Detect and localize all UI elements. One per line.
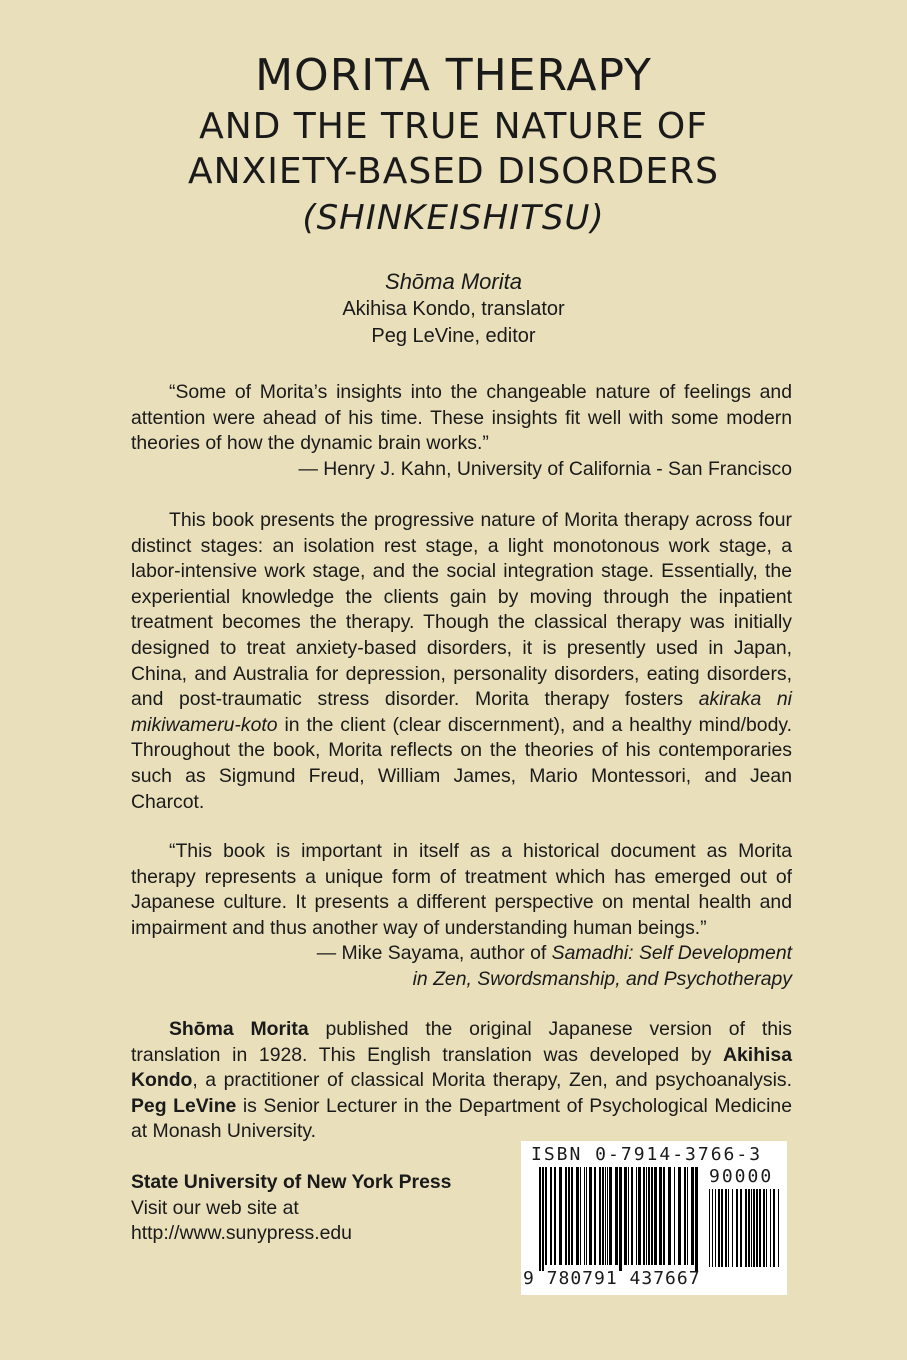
title-block	[0, 48, 907, 242]
credits	[0, 268, 907, 350]
description-part-1: This book presents the progressive nature of Morita therapy across four distinct stages: an isolation rest stage, a light monotonous work stage, a labor-intensive work stage, and the social integration stage. Essentially, the experiential knowledge the clients gain by moving through the inpatient treatment becomes the therapy. Though the classical therapy was initially designed to treat anxiety-based disorders, it is presently used in Japan, China, and Australia for depression, personality disorders, eating disorders, and post-traumatic stress disorder. Morita therapy fosters	[131, 509, 792, 711]
bio-name-kondo: Akihisa Kondo	[131, 1043, 792, 1092]
barcode-bar	[687, 1167, 688, 1265]
barcode-bar	[599, 1167, 601, 1265]
barcode-bar	[607, 1167, 608, 1265]
addon-bar	[712, 1189, 713, 1267]
book-subtitle-line-2: ANXIETY-BASED DISORDERS	[188, 151, 719, 192]
addon-bar	[721, 1189, 723, 1267]
quote-sayama-attribution	[131, 941, 792, 967]
description-part-2: in the client (clear discernment), and a healthy mind/body. Throughout the book, Morita reflects on the theories of his contemporaries such as Sigmund Freud, William James, Mario Montessori, and Jean Charcot.	[131, 713, 792, 813]
barcode-bar	[602, 1167, 604, 1265]
description-italic-term: akiraka ni mikiwameru-koto	[131, 688, 792, 736]
barcode-box	[521, 1141, 787, 1295]
translator-credit: Akihisa Kondo, translator	[342, 298, 565, 320]
author-bios	[131, 1017, 792, 1145]
addon-bar	[751, 1189, 752, 1267]
addon-bar	[759, 1189, 761, 1267]
quote-sayama-attribution-line-2	[131, 967, 792, 993]
barcode-bar	[663, 1167, 665, 1265]
addon-bar	[718, 1189, 720, 1267]
addon-bar	[763, 1189, 765, 1267]
ean-number: 9 780791 437667	[523, 1268, 701, 1289]
addon-bar	[740, 1189, 742, 1267]
barcode-bar	[559, 1167, 562, 1265]
book-description	[131, 508, 792, 815]
barcode-bar	[691, 1167, 694, 1265]
barcode-bar	[651, 1167, 653, 1265]
quote-sayama	[131, 839, 792, 993]
quote-sayama-book-title-1: Samadhi: Self Development	[551, 942, 792, 965]
publisher-info	[131, 1170, 451, 1247]
bio-text-2: , a practitioner of classical Morita therapy, Zen, and psychoanalysis.	[192, 1069, 792, 1092]
barcode-bar	[628, 1167, 629, 1265]
barcode-bar	[586, 1167, 587, 1265]
book-subtitle-line-1: AND THE TRUE NATURE OF	[199, 106, 708, 147]
book-subtitle-japanese: (SHINKEISHITSU)	[302, 198, 605, 238]
quote-kahn-text: “Some of Morita’s insights into the changeable nature of feelings and attention were ahead of his time. These insights fit well with some modern theories of how the dynamic brain works.”	[131, 381, 792, 455]
barcode-bar	[636, 1167, 637, 1265]
quote-sayama-book-title-2: in Zen, Swordsmanship, and Psychotherapy	[412, 967, 792, 990]
quote-kahn-attribution: — Henry J. Kahn, University of California - San Francisco	[298, 457, 792, 480]
barcode-bar	[619, 1167, 622, 1271]
barcode-bar	[594, 1167, 596, 1265]
addon-bar	[770, 1189, 771, 1267]
barcode-bar	[589, 1167, 592, 1265]
addon-bar	[732, 1189, 733, 1267]
price-code: 90000	[709, 1166, 774, 1187]
barcode-bar	[550, 1167, 552, 1265]
publisher-visit-text: Visit our web site at	[131, 1196, 299, 1219]
addon-bar	[756, 1189, 758, 1267]
barcode-bar	[565, 1167, 567, 1265]
addon-bar	[736, 1189, 738, 1267]
barcode-bar	[646, 1167, 647, 1265]
addon-bar	[753, 1189, 755, 1267]
barcode-bar	[678, 1167, 681, 1265]
barcode-bar	[668, 1167, 671, 1265]
addon-bar	[766, 1189, 767, 1267]
addon-bar	[745, 1189, 747, 1267]
barcode-bar	[542, 1167, 544, 1271]
addon-bar	[728, 1189, 729, 1267]
addon-bar	[748, 1189, 750, 1267]
publisher-url[interactable]: http://www.sunypress.edu	[131, 1222, 352, 1245]
addon-bar	[778, 1189, 779, 1267]
addon-bar	[773, 1189, 775, 1267]
bio-paragraph	[131, 1017, 792, 1145]
editor-credit: Peg LeVine, editor	[371, 325, 536, 347]
description-paragraph	[131, 508, 792, 815]
barcode-bar	[659, 1167, 662, 1265]
barcode-bar	[674, 1167, 675, 1265]
bio-name-morita: Shōma Morita	[169, 1018, 309, 1040]
barcode-bar	[624, 1167, 627, 1265]
barcode-bar	[568, 1167, 570, 1265]
barcode-bar	[684, 1167, 686, 1265]
barcode-bar	[584, 1167, 585, 1265]
barcode-bar	[654, 1167, 657, 1265]
barcode-bar	[631, 1167, 633, 1265]
addon-bar	[715, 1189, 716, 1267]
isbn-number: ISBN 0-7914-3766-3	[531, 1144, 763, 1165]
bio-name-levine: Peg LeVine	[131, 1094, 237, 1117]
barcode-bar	[615, 1167, 618, 1265]
quote-sayama-text: “This book is important in itself as a historical document as Morita therapy represents a unique form of treatment which has emerged out of Japanese culture. It presents a different perspective on mental health and impairment and thus another way of understanding human beings.”	[131, 840, 792, 939]
author-name: Shōma Morita	[385, 269, 522, 294]
barcode-bar	[571, 1167, 573, 1265]
addon-bar	[709, 1189, 710, 1267]
barcode-bar	[605, 1167, 606, 1265]
publisher-name: State University of New York Press	[131, 1171, 452, 1193]
barcode-bar	[695, 1167, 698, 1271]
addon-barcode-bars	[709, 1189, 779, 1267]
quote-kahn	[131, 380, 792, 482]
bio-text-3: is Senior Lecturer in the Department of Psychological Medicine at Monash University.	[131, 1094, 792, 1143]
barcode-bar	[576, 1167, 579, 1265]
barcode-bar	[545, 1167, 547, 1265]
barcode-bar	[643, 1167, 645, 1265]
barcode-bar	[539, 1167, 541, 1271]
bio-text-1: published the original Japanese version of this translation in 1928. This English translation was developed by	[131, 1018, 792, 1066]
barcode-bar	[638, 1167, 641, 1265]
addon-bar	[725, 1189, 727, 1267]
main-barcode-bars	[539, 1167, 698, 1271]
barcode-bar	[554, 1167, 556, 1265]
barcode-bar	[648, 1167, 650, 1265]
book-title: MORITA THERAPY	[255, 50, 652, 101]
barcode-bar	[609, 1167, 612, 1265]
quote-sayama-attribution-prefix: — Mike Sayama, author of	[316, 942, 552, 965]
barcode-bar	[580, 1167, 581, 1265]
